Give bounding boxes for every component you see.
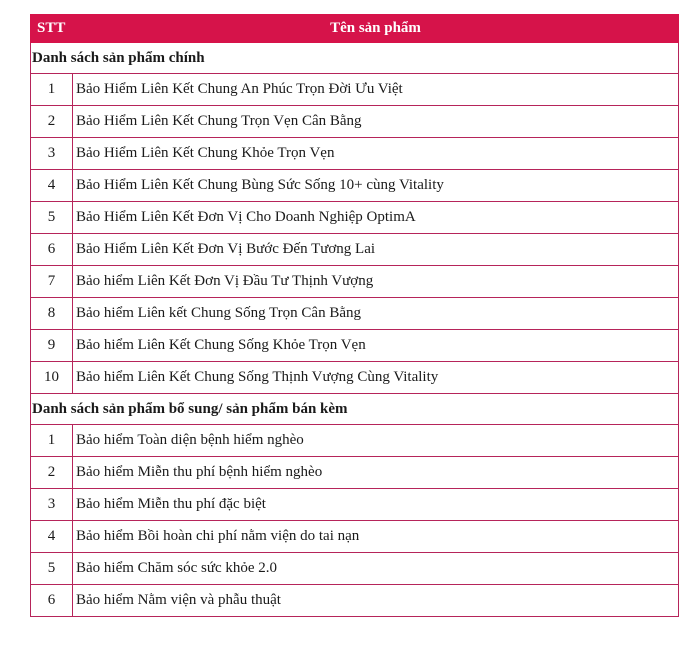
table-row <box>31 521 679 553</box>
section-row <box>31 43 679 74</box>
table-row <box>31 553 679 585</box>
row-product-name: Bảo hiểm Nằm viện và phẫu thuật <box>73 585 679 617</box>
row-product-name: Bảo hiểm Bồi hoàn chi phí nằm viện do tai nạn <box>73 521 679 553</box>
section-title: Danh sách sản phẩm chính <box>31 43 679 74</box>
table-row <box>31 457 679 489</box>
row-product-name: Bảo hiểm Toàn diện bệnh hiểm nghèo <box>73 425 679 457</box>
row-product-name: Bảo Hiểm Liên Kết Chung Trọn Vẹn Cân Bằng <box>73 106 679 138</box>
table-row <box>31 298 679 330</box>
row-stt: 5 <box>31 202 73 234</box>
row-stt: 5 <box>31 553 73 585</box>
table-header-row <box>31 15 679 43</box>
row-stt: 3 <box>31 138 73 170</box>
row-product-name: Bảo hiểm Liên Kết Đơn Vị Đầu Tư Thịnh Vượng <box>73 266 679 298</box>
row-product-name: Bảo hiểm Liên Kết Chung Sống Khỏe Trọn Vẹn <box>73 330 679 362</box>
table-row <box>31 234 679 266</box>
row-product-name: Bảo Hiểm Liên Kết Chung Bùng Sức Sống 10+ cùng Vitality <box>73 170 679 202</box>
row-product-name: Bảo hiểm Miễn thu phí bệnh hiểm nghèo <box>73 457 679 489</box>
table-row <box>31 202 679 234</box>
row-stt: 9 <box>31 330 73 362</box>
row-stt: 7 <box>31 266 73 298</box>
table-row <box>31 362 679 394</box>
product-table-container <box>30 14 678 617</box>
row-product-name: Bảo hiểm Liên Kết Chung Sống Thịnh Vượng Cùng Vitality <box>73 362 679 394</box>
row-stt: 1 <box>31 74 73 106</box>
row-stt: 8 <box>31 298 73 330</box>
header-product-name: Tên sản phẩm <box>73 15 679 43</box>
table-row <box>31 266 679 298</box>
section-title: Danh sách sản phẩm bổ sung/ sản phẩm bán kèm <box>31 394 679 425</box>
row-product-name: Bảo Hiểm Liên Kết Chung Khỏe Trọn Vẹn <box>73 138 679 170</box>
row-stt: 6 <box>31 585 73 617</box>
row-stt: 2 <box>31 106 73 138</box>
row-product-name: Bảo hiểm Chăm sóc sức khỏe 2.0 <box>73 553 679 585</box>
row-stt: 1 <box>31 425 73 457</box>
table-row <box>31 74 679 106</box>
section-row <box>31 394 679 425</box>
row-product-name: Bảo hiểm Miễn thu phí đặc biệt <box>73 489 679 521</box>
row-stt: 6 <box>31 234 73 266</box>
table-row <box>31 330 679 362</box>
row-product-name: Bảo Hiểm Liên Kết Chung An Phúc Trọn Đời Ưu Việt <box>73 74 679 106</box>
row-stt: 4 <box>31 170 73 202</box>
table-row <box>31 138 679 170</box>
table-row <box>31 170 679 202</box>
row-stt: 4 <box>31 521 73 553</box>
table-row <box>31 489 679 521</box>
table-row <box>31 106 679 138</box>
table-row <box>31 585 679 617</box>
row-product-name: Bảo hiểm Liên kết Chung Sống Trọn Cân Bằng <box>73 298 679 330</box>
table-row <box>31 425 679 457</box>
row-stt: 2 <box>31 457 73 489</box>
row-stt: 10 <box>31 362 73 394</box>
row-stt: 3 <box>31 489 73 521</box>
row-product-name: Bảo Hiểm Liên Kết Đơn Vị Cho Doanh Nghiệp OptimA <box>73 202 679 234</box>
table-body <box>31 43 679 617</box>
header-stt: STT <box>31 15 73 43</box>
row-product-name: Bảo Hiểm Liên Kết Đơn Vị Bước Đến Tương Lai <box>73 234 679 266</box>
product-table <box>30 14 679 617</box>
